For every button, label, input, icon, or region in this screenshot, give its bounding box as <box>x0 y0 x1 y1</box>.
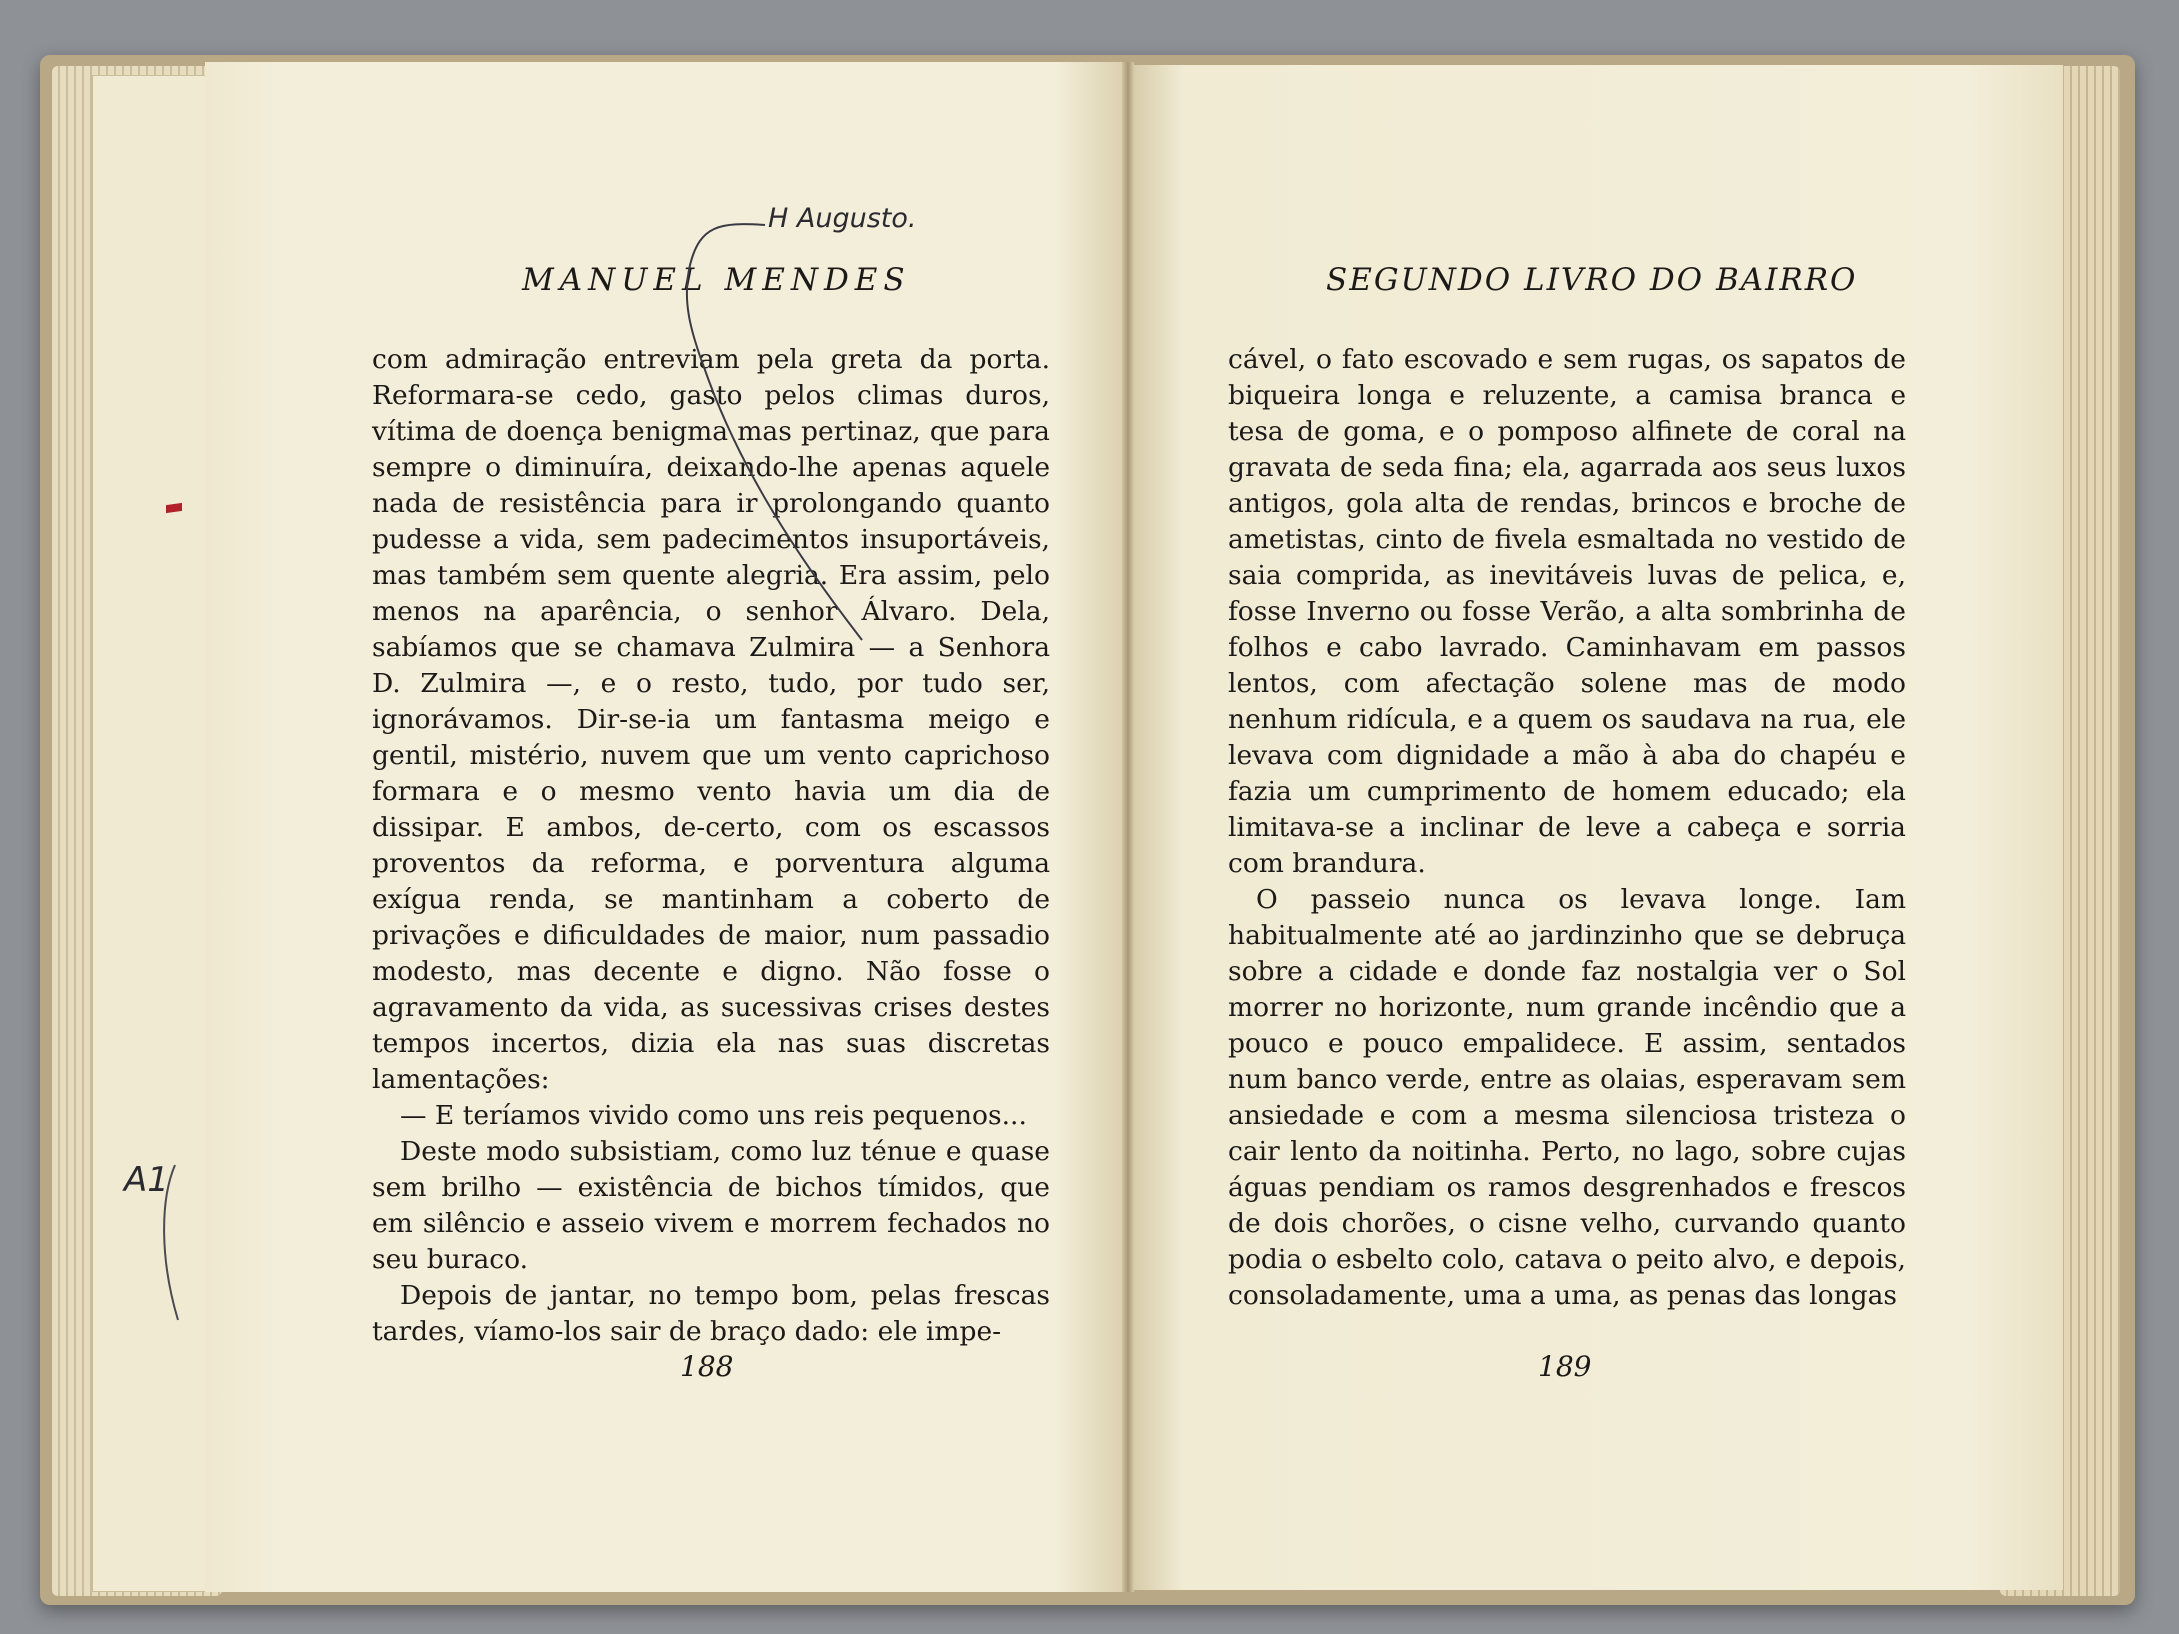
right-page-paragraph: cável, o fato escovado e sem rugas, os sapatos de biqueira longa e reluzente, a camisa branca e tesa de goma, e o pomposo alfinete de coral na gravata de seda fina; ela, agarrada aos seus luxos antigos, gola alta de rendas, brincos e broche de ametistas, cinto de fivela esmaltada no vestido de saia comprida, as inevitáveis luvas de pelica, e, fosse Inverno ou fosse Verão, a alta sombrinha de folhos e cabo lavrado. Caminhavam em passos lentos, com afectação solene mas de modo nenhum ridícula, e a quem os saudava na rua, ele levava com dignidade a mão à aba do chapéu e fazia um cumprimento de homem educado; ela limitava-se a inclinar de leve a cabeça e sorria com brandura. <box>1228 344 1906 879</box>
left-page-header: MANUEL MENDES <box>522 262 911 298</box>
left-page-paragraph: — E teríamos vivido como uns reis pequenos... <box>400 1100 1027 1131</box>
left-page-paragraph: Deste modo subsistiam, como luz ténue e quase sem brilho — existência de bichos tímidos, que em silêncio e asseio vivem e morrem fechados no seu buraco. <box>372 1136 1050 1275</box>
right-page-number: 189 <box>1538 1350 1592 1383</box>
left-page-paragraph: com admiração entreviam pela greta da porta. Reformara-se cedo, gasto pelos climas duros, vítima de doença benigma mas pertinaz, que para sempre o diminuíra, deixando-lhe apenas aquele nada de resistência para ir prolongando quanto pudesse a vida, sem padecimentos insuportáveis, mas também sem quente alegria. Era assim, pelo menos na aparência, o senhor Álvaro. Dela, sabíamos que se chamava Zulmira — a Senhora D. Zulmira —, e o resto, tudo, por tudo ser, ignorávamos. Dir-se-ia um fantasma meigo e gentil, mistério, nuvem que um vento caprichoso formara e o mesmo vento havia um dia de dissipar. E ambos, de-certo, com os escassos proventos da reforma, e porventura alguma exígua renda, se mantinham a coberto de privações e dificuldades de maior, num passadio modesto, mas decente e digno. Não fosse o agravamento da vida, as sucessivas crises destes tempos incertos, dizia ela nas suas discretas lamentações: <box>372 344 1050 1095</box>
left-page-number: 188 <box>680 1350 734 1383</box>
right-page-paragraph: O passeio nunca os levava longe. Iam habitualmente até ao jardinzinho que se debruça sobre a cidade e donde faz nostalgia ver o Sol morrer no horizonte, num grande incêndio que a pouco e pouco empalidece. E assim, sentados num banco verde, entre as olaias, esperavam sem ansiedade e com a mesma silenciosa tristeza o cair lento da noitinha. Perto, no lago, sobre cujas águas pendiam os ramos desgrenhados e frescos de dois chorões, o cisne velho, curvando quanto podia o esbelto colo, catava o peito alvo, e depois, consoladamente, uma a uma, as penas das longas <box>1228 884 1906 1311</box>
handwritten-margin-note: A1 <box>124 1160 169 1200</box>
handwritten-top-note: H Augusto. <box>768 203 917 234</box>
right-page-header: SEGUNDO LIVRO DO BAIRRO <box>1326 262 1858 298</box>
left-page-paragraph: Depois de jantar, no tempo bom, pelas frescas tardes, víamo-los sair de braço dado: ele impe- <box>372 1280 1050 1347</box>
